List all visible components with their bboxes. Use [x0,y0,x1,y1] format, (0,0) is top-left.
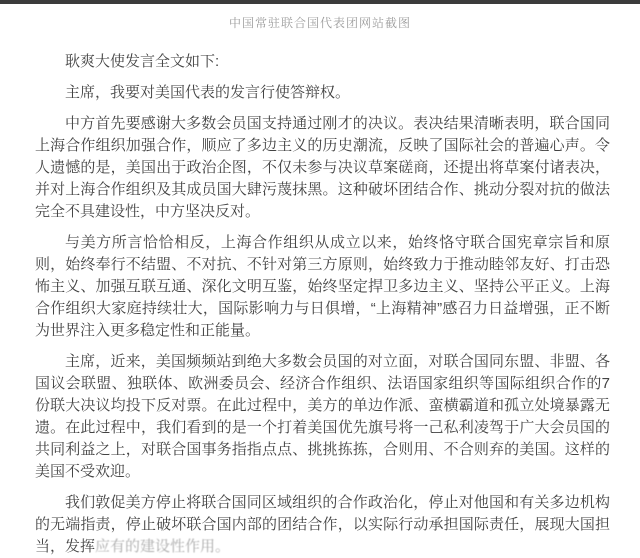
speech-paragraph: 主席，我要对美国代表的发言行使答辩权。 [65,84,351,101]
speech-paragraph-text: 我们敦促美方停止将联合国同区域组织的合作政治化，停止对他国和有关多边机构的无端指责，停止破坏联合国内部的团结合作，以实际行动承担国际责任，展现大国担当，发挥 [35,494,610,555]
screenshot-caption: 中国常驻联合国代表团网站截图 [228,16,411,30]
speech-paragraph: 与美方所言恰恰相反，上海合作组织从成立以来，始终恪守联合国宪章宗旨和原则，始终奉行不结盟、不对抗、不针对第三方原则，始终致力于推动睦邻友好、打击恐怖主义、加强互联互通、深化文明互鉴，始终坚定捍卫多边主义、坚持公平正义。上海合作组织大家庭持续壮大，国际影响力与日俱增，“上海精神”感召力日益增强，正不断为世界注入更多稳定性和正能量。 [35,234,610,339]
speech-paragraph-faded-tail: 应有的建设性作用。 [95,538,231,555]
speech-paragraph: 中方首先要感谢大多数会员国支持通过刚才的决议。表决结果清晰表明，联合国同上海合作组织加强合作，顺应了多边主义的历史潮流，反映了国际社会的普遍心声。令人遗憾的是，美国出于政治企图，不仅未参与决议草案磋商，还提出将草案付诸表决，并对上海合作组织及其成员国大肆污蔑抹黑。这种破坏团结合作、挑动分裂对抗的做法完全不具建设性，中方坚决反对。 [35,115,610,220]
window-top-bar [0,0,640,4]
speech-paragraph: 主席，近来，美国频频站到绝大多数会员国的对立面，对联合国同东盟、非盟、各国议会联盟、独联体、欧洲委员会、经济合作组织、法语国家组织等国际组织合作的7份联大决议均投下反对票。在此过程中，美方的单边作派、蛮横霸道和孤立处境暴露无遗。在此过程中，我们看到的是一个打着美国优先旗号将一己私利凌驾于广大会员国的共同利益之上，对联合国事务指指点点、挑挑拣拣，合则用、不合则弃的美国。这样的美国不受欢迎。 [35,353,610,480]
speech-paragraph [35,492,610,558]
speech-article [0,31,640,558]
speech-intro-line: 耿爽大使发言全文如下: [65,53,220,70]
